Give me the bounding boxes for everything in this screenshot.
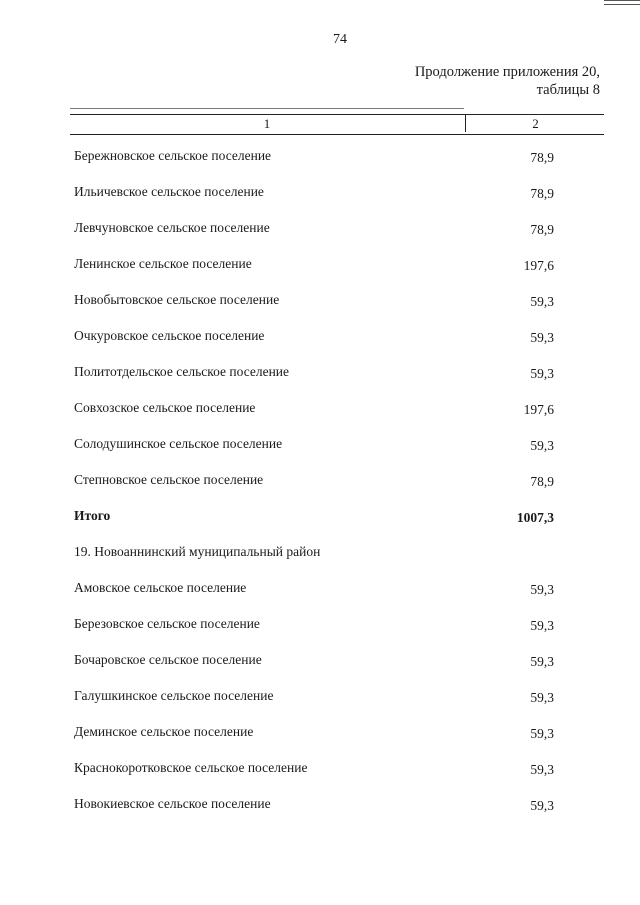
table-header — [70, 114, 604, 135]
row-name: Бочаровское сельское поселение — [74, 652, 262, 667]
row-value: 59,3 — [530, 654, 554, 669]
corner-mark — [604, 0, 640, 5]
row-value: 59,3 — [530, 690, 554, 705]
row-name: Левчуновское сельское поселение — [74, 220, 270, 235]
row-value: 78,9 — [530, 186, 554, 201]
row-value: 59,3 — [530, 330, 554, 345]
table-body — [74, 148, 554, 832]
section-heading-row — [74, 544, 554, 580]
table-row — [74, 220, 554, 256]
row-value: 59,3 — [530, 726, 554, 741]
row-value: 59,3 — [530, 366, 554, 381]
table-row — [74, 328, 554, 364]
row-value: 78,9 — [530, 222, 554, 237]
row-name: Степновское сельское поселение — [74, 472, 264, 487]
section-heading: 19. Новоаннинский муниципальный район — [74, 544, 321, 559]
table-row — [74, 724, 554, 760]
table-row — [74, 580, 554, 616]
row-value: 59,3 — [530, 438, 554, 453]
row-name: Краснокоротковское сельское поселение — [74, 760, 308, 775]
table-row — [74, 688, 554, 724]
table-row — [74, 148, 554, 184]
column-header-2: 2 — [465, 115, 605, 132]
row-value: 59,3 — [530, 762, 554, 777]
row-name: Совхозское сельское поселение — [74, 400, 256, 415]
table-row — [74, 760, 554, 796]
row-value: 59,3 — [530, 582, 554, 597]
continuation-note — [415, 63, 600, 99]
table-row — [74, 400, 554, 436]
row-name: Очкуровское сельское поселение — [74, 328, 265, 343]
row-name: Политотдельское сельское поселение — [74, 364, 290, 379]
table-row — [74, 616, 554, 652]
table-row — [74, 436, 554, 472]
table-row — [74, 472, 554, 508]
continuation-line-1: Продолжение приложения 20, — [414, 64, 600, 80]
row-value: 197,6 — [523, 402, 554, 417]
row-name: Амовское сельское поселение — [74, 580, 247, 595]
row-value: 197,6 — [523, 258, 554, 273]
row-name: Новокиевское сельское поселение — [74, 796, 271, 811]
row-name: Новобытовское сельское поселение — [74, 292, 280, 307]
row-name: Березовское сельское поселение — [74, 616, 260, 631]
page-number: 74 — [333, 32, 347, 47]
table-row — [74, 364, 554, 400]
row-value: 59,3 — [530, 798, 554, 813]
row-name: Бережновское сельское поселение — [74, 148, 272, 163]
column-header-1: 1 — [263, 116, 271, 131]
table-row — [74, 652, 554, 688]
total-row — [74, 508, 554, 544]
row-name: Галушкинское сельское поселение — [74, 688, 274, 703]
row-name: Ленинское сельское поселение — [74, 256, 252, 271]
row-value: 78,9 — [530, 474, 554, 489]
row-value: 59,3 — [530, 294, 554, 309]
row-value: 59,3 — [530, 618, 554, 633]
total-label: Итого — [74, 508, 111, 523]
row-name: Ильичевское сельское поселение — [74, 184, 264, 199]
table-row — [74, 796, 554, 832]
table-row — [74, 292, 554, 328]
row-value: 78,9 — [530, 150, 554, 165]
table-row — [74, 256, 554, 292]
table-row — [74, 184, 554, 220]
total-value: 1007,3 — [516, 510, 554, 525]
header-rule — [70, 108, 464, 109]
row-name: Деминское сельское поселение — [74, 724, 254, 739]
continuation-line-2: таблицы 8 — [536, 82, 600, 98]
row-name: Солодушинское сельское поселение — [74, 436, 283, 451]
